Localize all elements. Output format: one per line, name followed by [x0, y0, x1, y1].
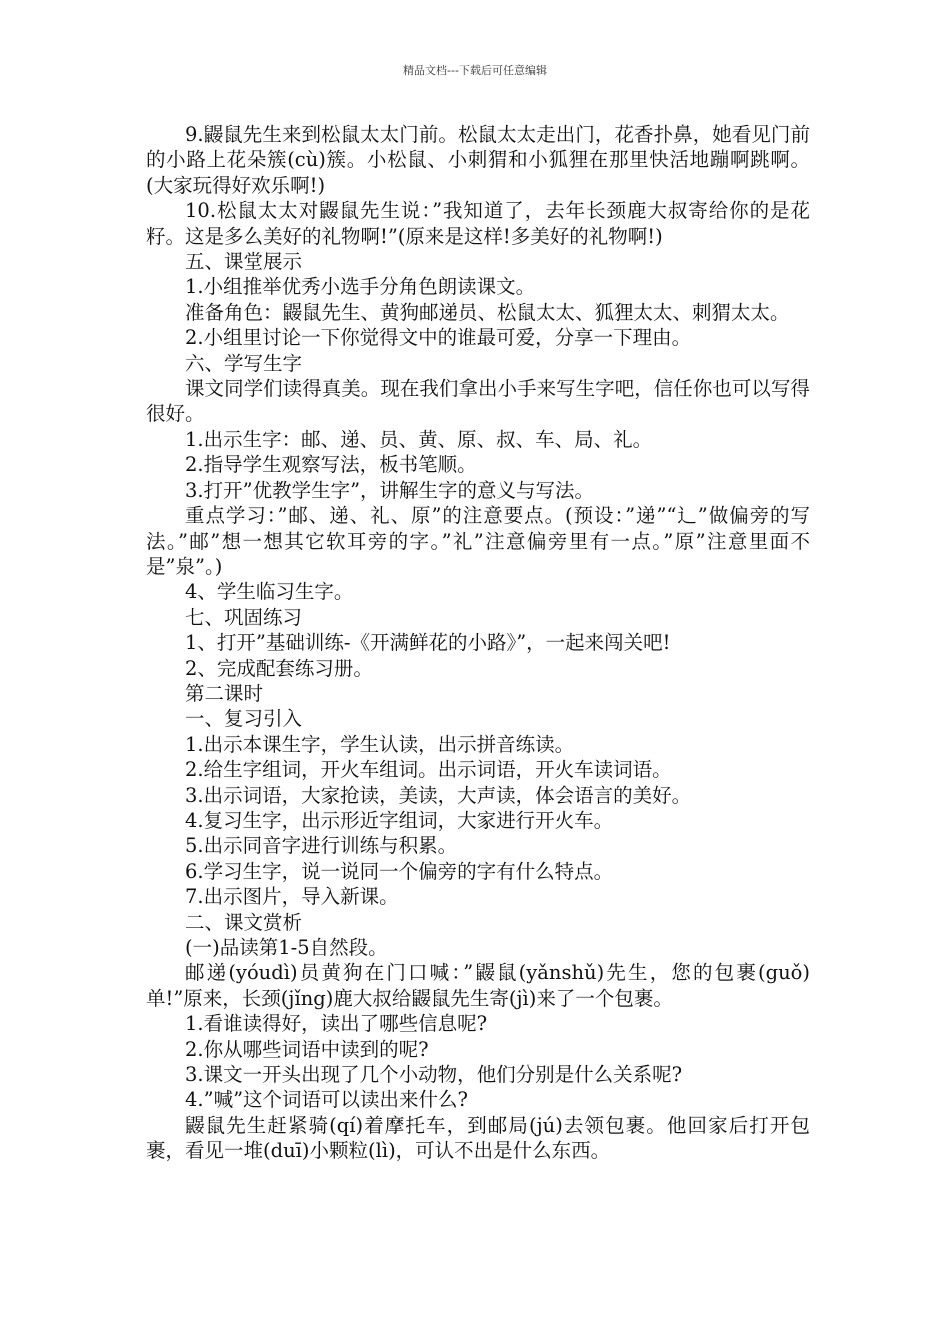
paragraph: 准备角色：鼹鼠先生、黄狗邮递员、松鼠太太、狐狸太太、刺猬太太。 [185, 300, 790, 324]
paragraph: 2、完成配套练习册。 [185, 656, 373, 680]
paragraph: 9.鼹鼠先生来到松鼠太太门前。松鼠太太走出门，花香扑鼻，她看见门前的小路上花朵簇(cù)簇。小松鼠、小刺猬和小狐狸在那里快活地蹦啊跳啊。(大家玩得好欢乐啊!) [146, 123, 810, 197]
paragraph: 1.出示本课生字，学生认读，出示拼音练读。 [185, 732, 575, 756]
paragraph: 1.看谁读得好，读出了哪些信息呢? [185, 1012, 488, 1036]
paragraph: 7.出示图片，导入新课。 [185, 885, 399, 909]
paragraph: 1、打开”基础训练-《开满鲜花的小路》”，一起来闯关吧! [185, 631, 671, 655]
paragraph: 2.你从哪些词语中读到的呢? [185, 1037, 429, 1061]
section-heading: 五、课堂展示 [185, 250, 303, 274]
paragraph: 2.小组里讨论一下你觉得文中的谁最可爱，分享一下理由。 [185, 326, 692, 350]
paragraph: 重点学习：”邮、递、礼、原”的注意要点。(预设：”递”“辶”做偏旁的写法。”邮”想一想其它软耳旁的字。”礼”注意偏旁里有一点。”原”注意里面不是”泉”。) [146, 504, 810, 578]
paragraph: 3.课文一开头出现了几个小动物，他们分别是什么关系呢? [185, 1063, 683, 1087]
paragraph: 10.松鼠太太对鼹鼠先生说：”我知道了，去年长颈鹿大叔寄给你的是花籽。这是多么美好的礼物啊!”(原来是这样!多美好的礼物啊!) [146, 199, 810, 248]
paragraph: 5.出示同音字进行训练与积累。 [185, 834, 458, 858]
paragraph: 6.学习生字，说一说同一个偏旁的字有什么特点。 [185, 859, 614, 883]
paragraph: 3.出示词语，大家抢读，美读，大声读，体会语言的美好。 [185, 783, 692, 807]
section-heading: 一、复习引入 [185, 707, 303, 731]
paragraph: 4.”喊”这个词语可以读出来什么? [185, 1088, 468, 1112]
paragraph: (一)品读第1-5自然段。 [185, 936, 388, 959]
page-header: 精品文档---下载后可任意编辑 [403, 64, 547, 77]
paragraph: 鼹鼠先生赶紧骑(qí)着摩托车，到邮局(jú)去领包裹。他回家后打开包裹，看见一堆(duī)小颗粒(lì)，可认不出是什么东西。 [146, 1113, 810, 1163]
paragraph: 课文同学们读得真美。现在我们拿出小手来写生字吧，信任你也可以写得很好。 [146, 377, 810, 426]
paragraph: 4.复习生字，出示形近字组词，大家进行开火车。 [185, 808, 614, 832]
section-heading: 六、学写生字 [185, 351, 303, 375]
document-body [146, 122, 810, 1164]
paragraph: 2.指导学生观察写法，板书笔顺。 [185, 453, 477, 477]
paragraph: 邮递(yóudì)员黄狗在门口喊：”鼹鼠(yǎnshǔ)先生，您的包裹(guǒ)单!”原来，长颈(jǐng)鹿大叔给鼹鼠先生寄(jì)来了一个包裹。 [146, 961, 810, 1010]
paragraph: 1.出示生字：邮、递、员、黄、原、叔、车、局、礼。 [185, 427, 653, 451]
paragraph: 3.打开”优教学生字”，讲解生字的意义与写法。 [185, 478, 595, 502]
section-heading: 二、课文赏析 [185, 910, 303, 934]
paragraph: 2.给生字组词，开火车组词。出示词语，开火车读词语。 [185, 758, 672, 782]
paragraph: 4、学生临习生字。 [185, 580, 354, 604]
lesson-heading: 第二课时 [185, 681, 264, 705]
paragraph: 1.小组推举优秀小选手分角色朗读课文。 [185, 275, 536, 299]
section-heading: 七、巩固练习 [185, 605, 303, 629]
